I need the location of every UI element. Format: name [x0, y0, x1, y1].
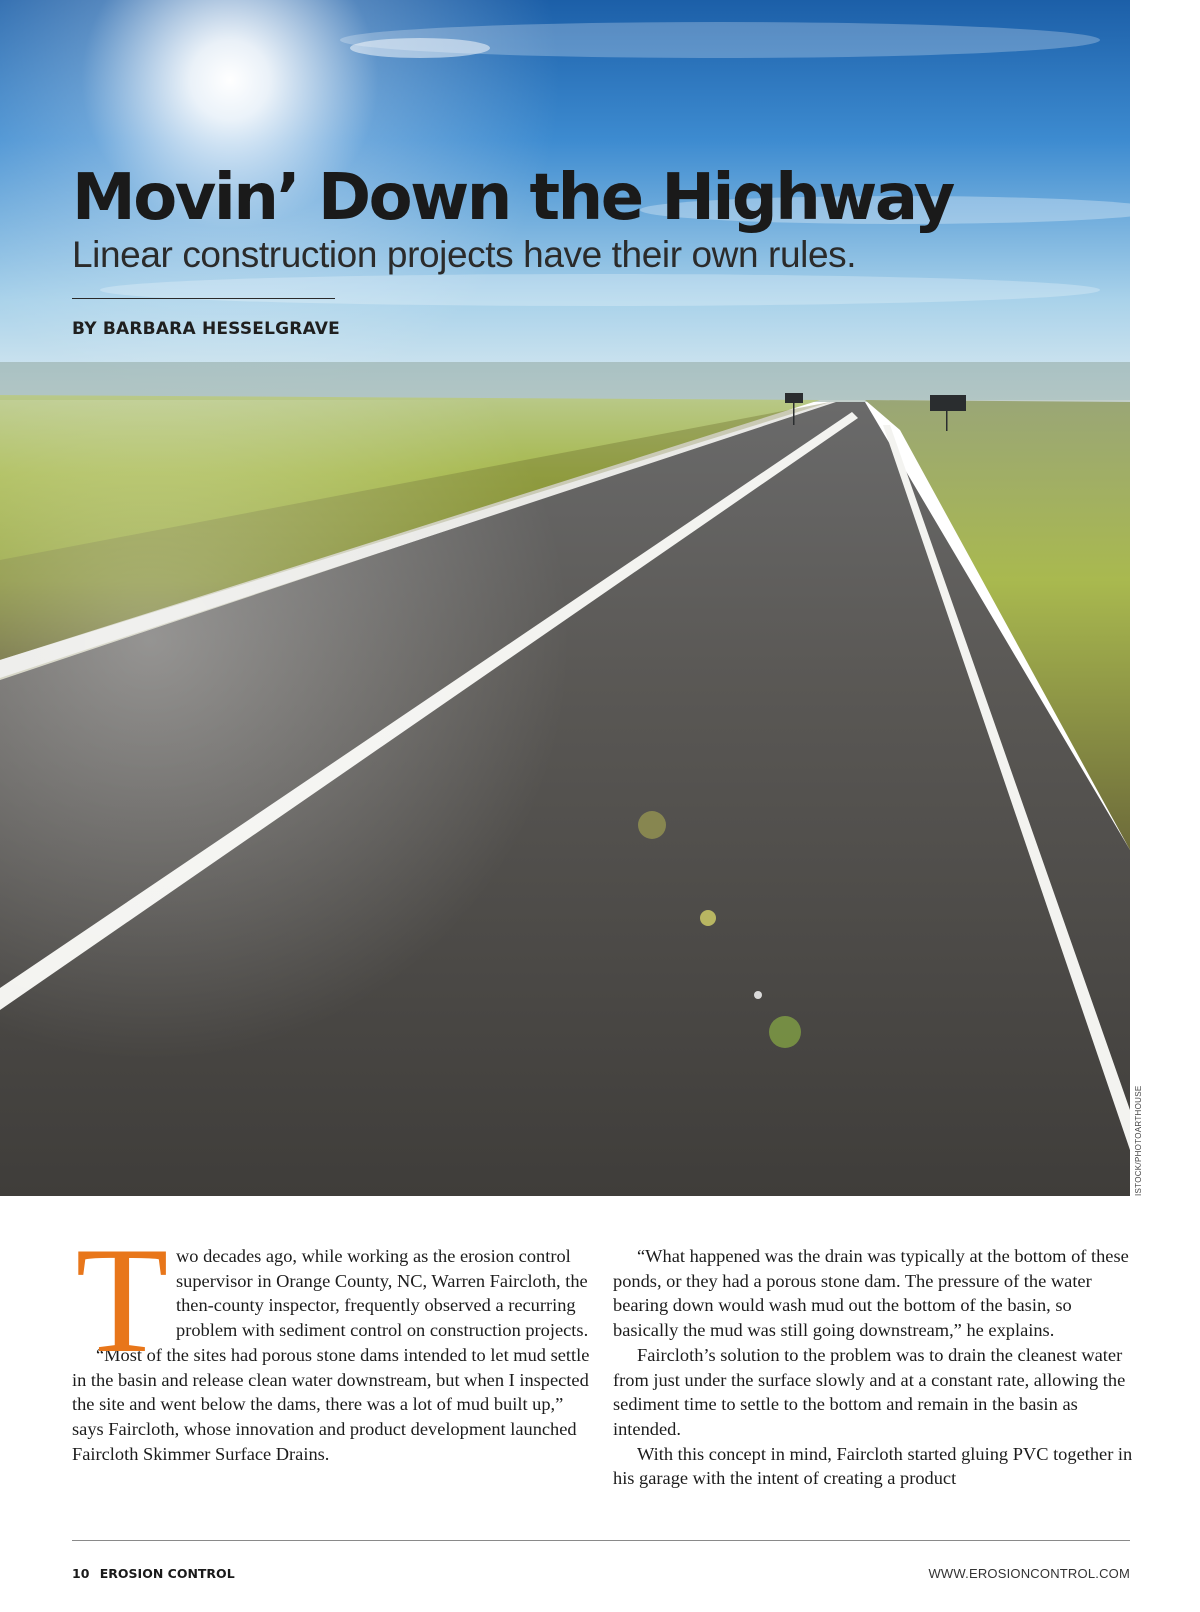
folio: [72, 1566, 235, 1581]
footer-url[interactable]: WWW.EROSIONCONTROL.COM: [928, 1566, 1130, 1581]
body-paragraph: “What happened was the drain was typically at the bottom of these ponds, or they had a porous stone dam. The pressure of the water bearing down would wash mud out the bottom of the basin, so basically the mud was still going downstream,” he explains.: [613, 1246, 1129, 1341]
body-paragraph: “Most of the sites had porous stone dams intended to let mud settle in the basin and release clean water downstream, but when I inspected the site and went below the dams, there was a lot of mud built up,” says Faircloth, whose innovation and product development launched Faircloth Skimmer Surface Drains.: [72, 1344, 590, 1464]
body-paragraph: Faircloth’s solution to the problem was to drain the cleanest water from just under the surface slowly and at a constant rate, allowing the sediment time to settle to the bottom and remain in the basin as intended.: [613, 1344, 1126, 1439]
byline-rule: [72, 298, 335, 299]
article-deck: Linear construction projects have their own rules.: [72, 234, 857, 275]
page-number: 10: [72, 1566, 90, 1581]
body-paragraph: With this concept in mind, Faircloth started gluing PVC together in his garage with the intent of creating a product: [613, 1443, 1133, 1489]
article-byline: BY BARBARA HESSELGRAVE: [72, 319, 340, 339]
footer-rule: [72, 1540, 1130, 1541]
photo-credit: ISTOCK/PHOTOARTHOUSE: [1134, 1085, 1143, 1196]
body-column-left: [72, 1216, 592, 1466]
body-column-right: [613, 1244, 1133, 1491]
article-headline: Movin’ Down the Highway: [72, 161, 953, 235]
drop-cap: T: [75, 1216, 169, 1384]
body-paragraph: wo decades ago, while working as the erosion control supervisor in Orange County, NC, Warren Faircloth, the then-county inspector, frequently observed a recurring problem with sediment control on construction projects.: [176, 1246, 589, 1341]
publication-name: EROSION CONTROL: [99, 1566, 235, 1581]
